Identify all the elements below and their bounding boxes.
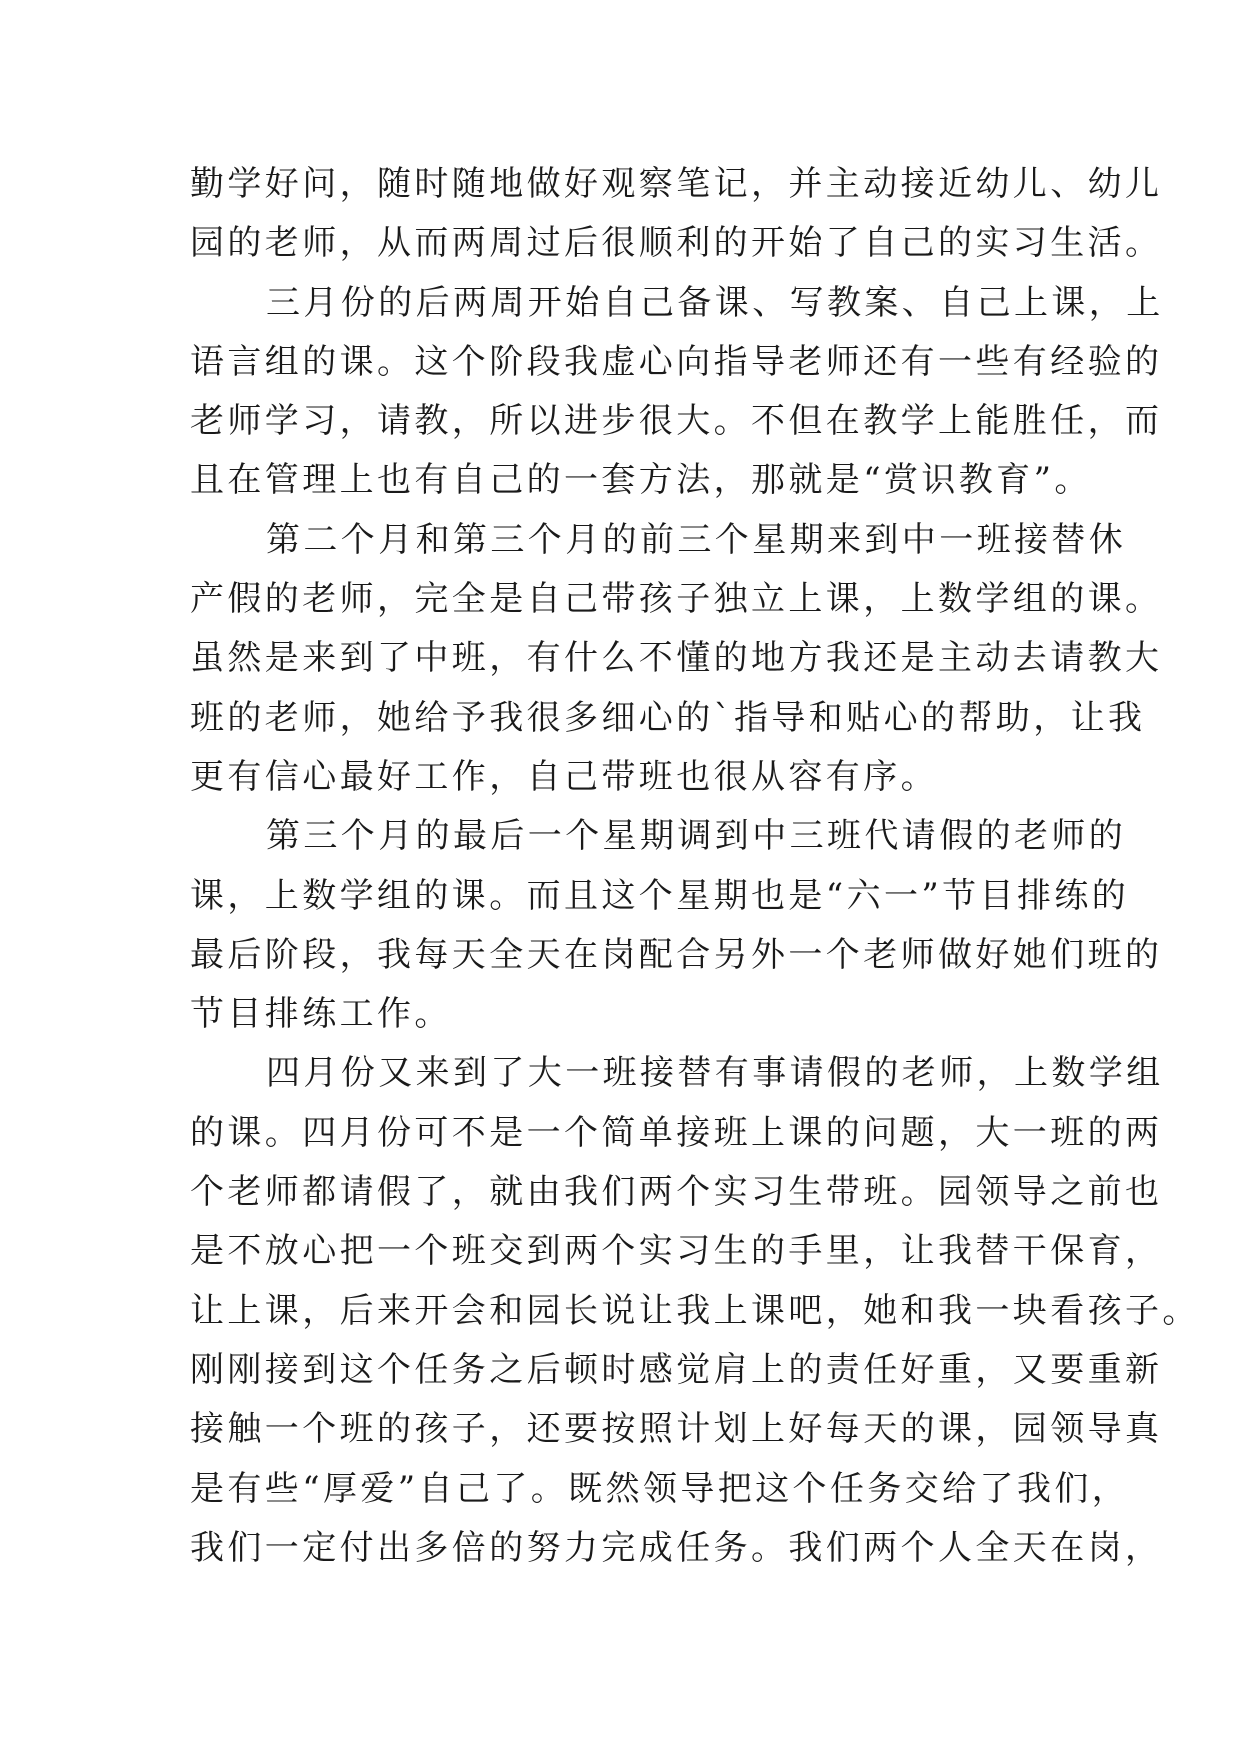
text-line: 是不放心把一个班交到两个实习生的手里，让我替干保育， xyxy=(190,1231,1163,1272)
text-line: 勤学好问，随时随地做好观察笔记，并主动接近幼儿、幼儿 xyxy=(190,164,1163,204)
text-line: 虽然是来到了中班，有什么不懂的地方我还是主动去请教大 xyxy=(190,638,1163,679)
paragraph-start-line: 四月份又来到了大一班接替有事请假的老师，上数学组 xyxy=(266,1053,1164,1094)
text-line: 更有信心最好工作，自己带班也很从容有序。 xyxy=(190,756,938,797)
text-line: 课，上数学组的课。而且这个星期也是“六一”节目排练的 xyxy=(190,875,1130,916)
text-line: 让上课，后来开会和园长说让我上课吧，她和我一块看孩子。 xyxy=(190,1290,1200,1331)
paragraph-start-line: 三月份的后两周开始自己备课、写教案、自己上课，上 xyxy=(266,282,1164,323)
text-line: 产假的老师，完全是自己带孩子独立上课，上数学组的课。 xyxy=(190,579,1163,620)
text-line: 刚刚接到这个任务之后顿时感觉肩上的责任好重，又要重新 xyxy=(190,1349,1163,1390)
text-line: 我们一定付出多倍的努力完成任务。我们两个人全天在岗， xyxy=(190,1527,1163,1568)
text-line: 最后阶段，我每天全天在岗配合另外一个老师做好她们班的 xyxy=(190,934,1163,975)
text-line: 班的老师，她给予我很多细心的`指导和贴心的帮助，让我 xyxy=(190,697,1146,738)
text-line: 语言组的课。这个阶段我虚心向指导老师还有一些有经验的 xyxy=(190,341,1163,382)
text-line: 个老师都请假了，就由我们两个实习生带班。园领导之前也 xyxy=(190,1172,1163,1213)
text-line: 节目排练工作。 xyxy=(190,994,452,1035)
paragraph-start-line: 第三个月的最后一个星期调到中三班代请假的老师的 xyxy=(266,816,1127,857)
text-line: 老师学习，请教，所以进步很大。不但在教学上能胜任，而 xyxy=(190,401,1163,442)
text-line: 且在管理上也有自己的一套方法，那就是“赏识教育”。 xyxy=(190,460,1092,501)
paragraph-start-line: 第二个月和第三个月的前三个星期来到中一班接替休 xyxy=(266,519,1127,560)
text-line: 园的老师，从而两周过后很顺利的开始了自己的实习生活。 xyxy=(190,223,1163,264)
body-text xyxy=(190,155,1200,1578)
text-line: 的课。四月份可不是一个简单接班上课的问题，大一班的两 xyxy=(190,1112,1163,1153)
text-line: 是有些“厚爱”自己了。既然领导把这个任务交给了我们， xyxy=(190,1468,1130,1509)
text-line: 接触一个班的孩子，还要按照计划上好每天的课，园领导真 xyxy=(190,1409,1163,1450)
